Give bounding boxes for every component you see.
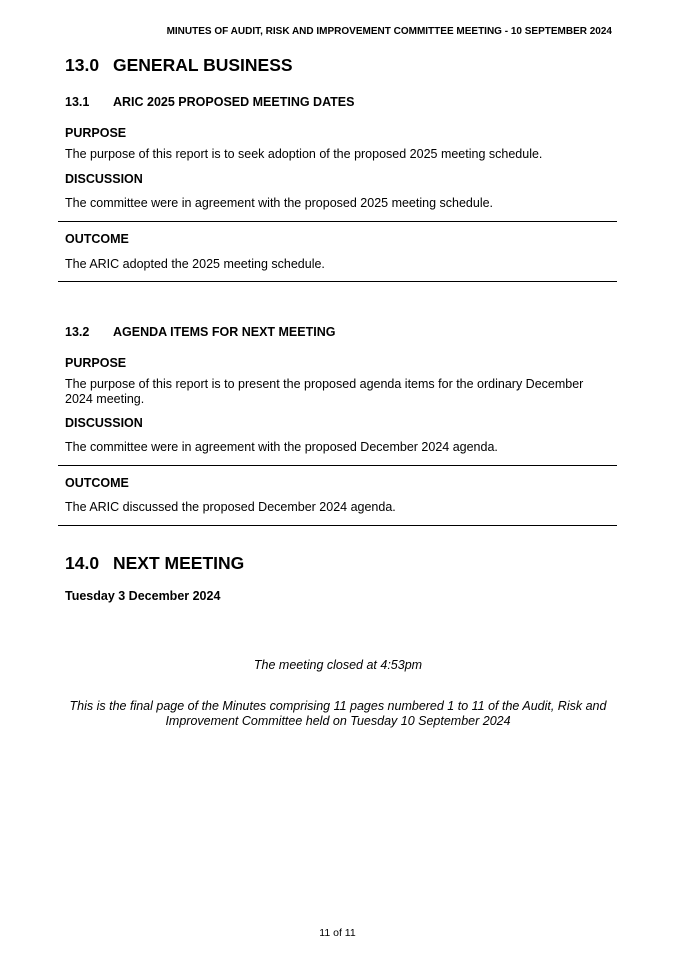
item-13-2-purpose-label: PURPOSE (65, 356, 127, 370)
item-13-1-purpose-label: PURPOSE (65, 126, 127, 140)
section-13-number: 13.0 (65, 55, 100, 75)
item-13-1-title: ARIC 2025 PROPOSED MEETING DATES (113, 95, 355, 109)
divider-line (58, 221, 617, 222)
item-13-1-outcome-text: The ARIC adopted the 2025 meeting schedule. (65, 257, 325, 271)
item-13-2-title: AGENDA ITEMS FOR NEXT MEETING (113, 325, 336, 339)
page-header: MINUTES OF AUDIT, RISK AND IMPROVEMENT COMMITTEE MEETING - 10 SEPTEMBER 2024 (166, 26, 612, 37)
item-13-1-purpose-text: The purpose of this report is to seek adoption of the proposed 2025 meeting schedule. (65, 147, 543, 161)
section-13-title: GENERAL BUSINESS (113, 55, 293, 75)
item-13-2-outcome-text: The ARIC discussed the proposed December 2024 agenda. (65, 500, 396, 514)
page-number: 11 of 11 (319, 927, 356, 939)
item-13-2-heading (65, 325, 335, 339)
section-13-heading (65, 55, 293, 76)
divider-line (58, 281, 617, 282)
item-13-2-discussion-label: DISCUSSION (65, 416, 143, 430)
section-14-title: NEXT MEETING (113, 553, 245, 573)
item-13-1-number: 13.1 (65, 95, 90, 109)
item-13-1-discussion-label: DISCUSSION (65, 172, 143, 186)
item-13-2-outcome-label: OUTCOME (65, 476, 129, 490)
item-13-1-outcome-label: OUTCOME (65, 232, 129, 246)
item-13-2-number: 13.2 (65, 325, 90, 339)
item-13-2-purpose-text: The purpose of this report is to present the proposed agenda items for the ordinary December 2024 meeting. (65, 377, 584, 406)
section-14-heading (65, 553, 244, 574)
final-page-note: This is the final page of the Minutes comprising 11 pages numbered 1 to 11 of the Audit, Risk and Improvement Committee held on Tuesday 10 September 2024 (69, 699, 607, 728)
divider-line (58, 465, 617, 466)
meeting-closed-text: The meeting closed at 4:53pm (253, 658, 423, 672)
item-13-1-discussion-text: The committee were in agreement with the proposed 2025 meeting schedule. (65, 196, 494, 210)
item-13-1-heading (65, 95, 355, 109)
item-13-2-discussion-text: The committee were in agreement with the proposed December 2024 agenda. (65, 440, 498, 454)
next-meeting-date: Tuesday 3 December 2024 (65, 589, 221, 603)
section-14-number: 14.0 (65, 553, 100, 573)
divider-line (58, 525, 617, 526)
